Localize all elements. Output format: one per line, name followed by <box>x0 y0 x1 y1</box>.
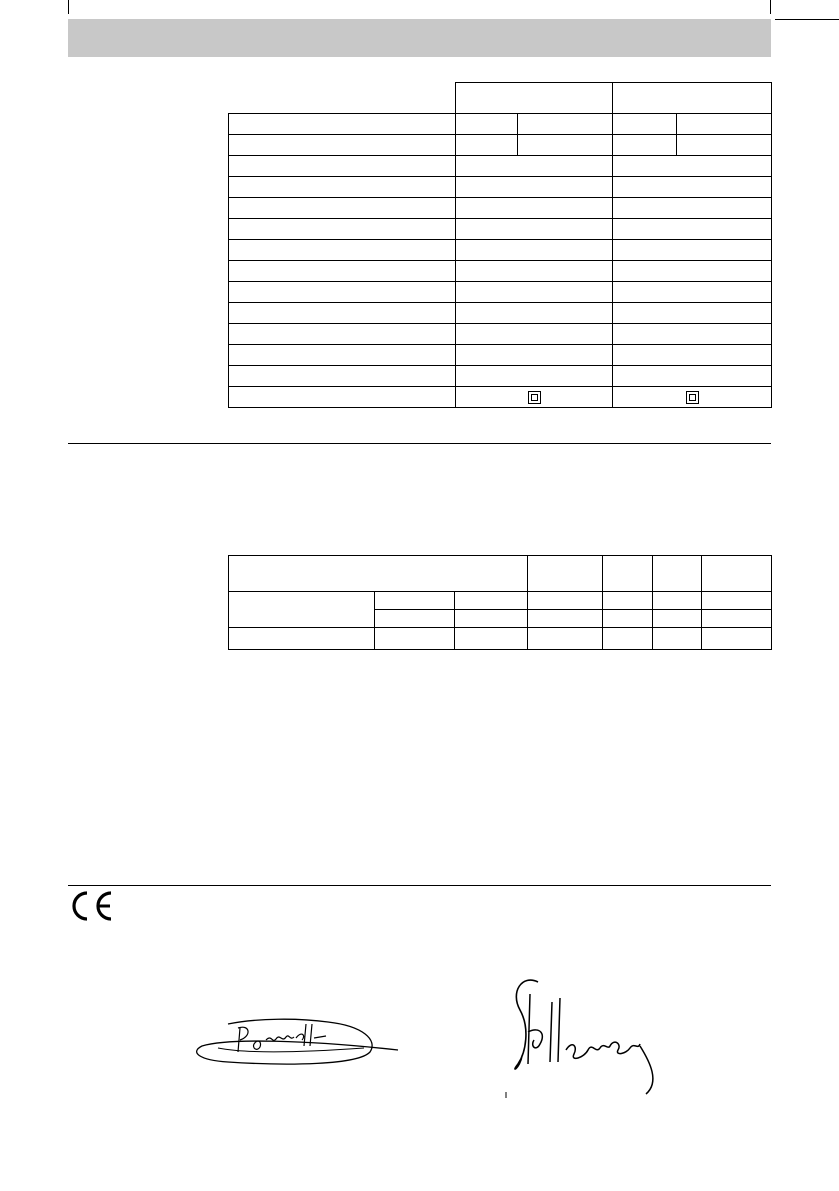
table-header-cell <box>229 556 528 592</box>
table-cell <box>229 114 456 135</box>
table-cell <box>456 114 518 135</box>
signature-right <box>500 972 668 1102</box>
table-row <box>229 114 772 135</box>
table-row <box>229 156 772 177</box>
table-cell <box>613 324 772 345</box>
table-cell <box>229 198 456 219</box>
table-cell <box>229 366 456 387</box>
table-cell <box>518 135 613 156</box>
table-cell <box>613 303 772 324</box>
header-bar <box>68 19 771 57</box>
table-cell <box>229 261 456 282</box>
table-cell <box>528 628 603 650</box>
table-cell <box>613 387 772 408</box>
table-cell <box>455 628 528 650</box>
table-cell <box>229 219 456 240</box>
table-cell <box>613 114 677 135</box>
technical-data-table <box>228 82 772 408</box>
table-cell <box>653 628 702 650</box>
table-cell <box>528 610 603 628</box>
crop-mark-right-edge <box>775 19 839 20</box>
double-insulation-icon <box>528 391 541 404</box>
table-cell <box>456 177 613 198</box>
table-cell <box>613 219 772 240</box>
table-row <box>229 324 772 345</box>
table-cell <box>653 592 702 610</box>
table-row <box>229 135 772 156</box>
table-cell <box>613 282 772 303</box>
table-cell <box>613 366 772 387</box>
table-row <box>229 240 772 261</box>
table-cell <box>456 135 518 156</box>
section-divider <box>68 885 771 886</box>
table-header-row <box>229 83 772 114</box>
table-cell <box>229 240 456 261</box>
table-row <box>229 219 772 240</box>
table-cell <box>613 135 677 156</box>
table-cell <box>456 219 613 240</box>
table-cell <box>229 592 375 628</box>
table-cell <box>375 628 455 650</box>
table-row <box>229 282 772 303</box>
table-header-cell <box>702 556 772 592</box>
table-cell <box>603 610 653 628</box>
table-cell <box>677 114 772 135</box>
table-header-cell <box>528 556 603 592</box>
table-cell <box>456 303 613 324</box>
table-header-cell <box>653 556 702 592</box>
table-cell <box>456 324 613 345</box>
noise-vibration-table <box>228 555 772 650</box>
table-cell <box>677 135 772 156</box>
table-row <box>229 198 772 219</box>
crop-mark-top-right <box>770 0 771 14</box>
table-row <box>229 628 772 650</box>
table-cell <box>456 261 613 282</box>
section-divider <box>68 443 771 444</box>
table-cell <box>375 592 455 610</box>
table-cell <box>613 261 772 282</box>
table-row <box>229 345 772 366</box>
table-cell <box>456 387 613 408</box>
table-header-cell <box>456 83 613 114</box>
crop-mark-top-left <box>68 0 69 14</box>
table-cell <box>455 592 528 610</box>
table-cell <box>653 610 702 628</box>
table-cell <box>455 610 528 628</box>
table-cell <box>613 156 772 177</box>
table-header-cell <box>603 556 653 592</box>
table-cell <box>456 240 613 261</box>
table-row <box>229 366 772 387</box>
table-row <box>229 177 772 198</box>
table-cell <box>613 198 772 219</box>
table-cell <box>613 177 772 198</box>
table-header-cell <box>613 83 772 114</box>
table-cell <box>456 282 613 303</box>
table-cell <box>229 387 456 408</box>
table-cell <box>456 198 613 219</box>
table-cell <box>229 324 456 345</box>
table-cell <box>229 156 456 177</box>
table-cell <box>229 282 456 303</box>
table-cell <box>702 628 772 650</box>
table-cell <box>518 114 613 135</box>
table-cell <box>229 345 456 366</box>
table-row-protection-class <box>229 387 772 408</box>
table-cell <box>229 177 456 198</box>
table-cell <box>456 345 613 366</box>
table-cell <box>702 610 772 628</box>
table-cell <box>229 135 456 156</box>
table-cell <box>613 345 772 366</box>
table-cell <box>528 592 603 610</box>
table-corner <box>229 83 456 114</box>
table-cell <box>702 592 772 610</box>
table-cell <box>613 240 772 261</box>
table-row <box>229 592 772 610</box>
signature-left <box>188 1010 408 1070</box>
table-cell <box>456 366 613 387</box>
table-cell <box>603 628 653 650</box>
table-cell <box>375 610 455 628</box>
table-row <box>229 261 772 282</box>
double-insulation-icon <box>686 391 699 404</box>
ce-mark-icon <box>70 890 114 922</box>
table-cell <box>229 628 375 650</box>
table-header-row <box>229 556 772 592</box>
table-cell <box>603 592 653 610</box>
table-cell <box>456 156 613 177</box>
table-row <box>229 303 772 324</box>
table-cell <box>229 303 456 324</box>
